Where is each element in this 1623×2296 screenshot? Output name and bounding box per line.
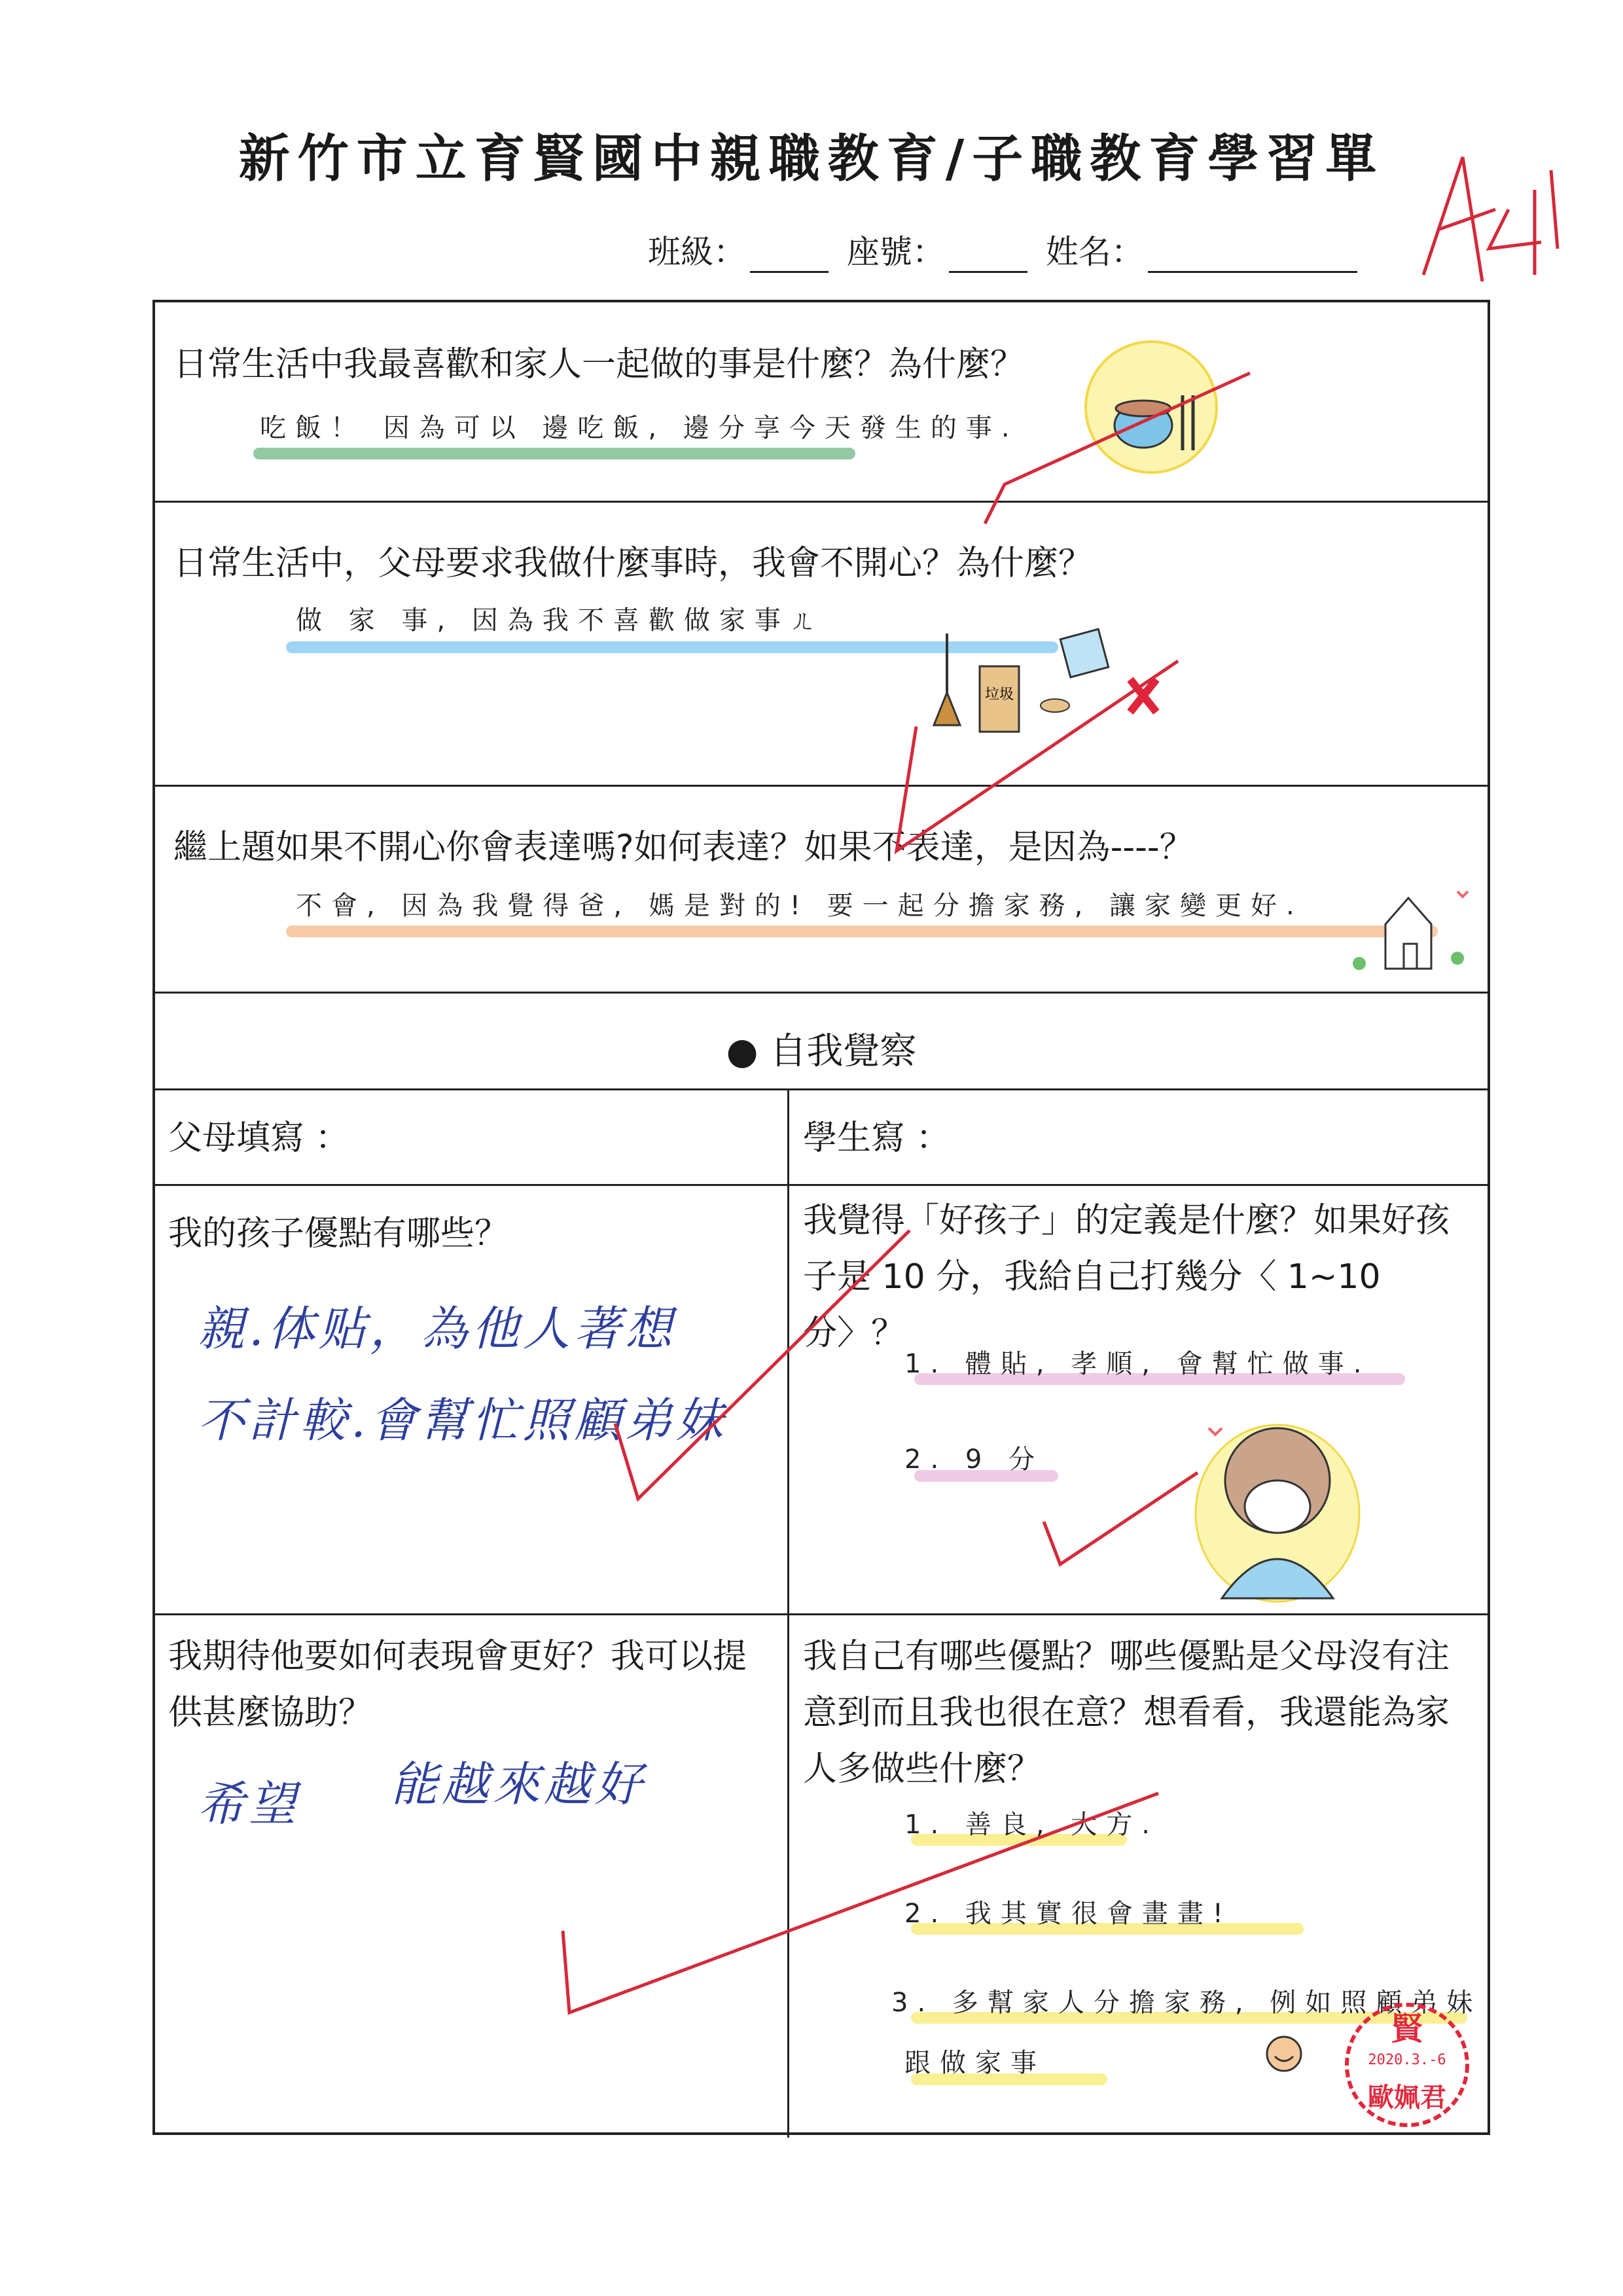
question-3: 繼上題如果不開心你會表達嗎?如何表達？如果不表達，是因為----？ <box>173 828 1194 867</box>
section-heading <box>155 1022 1488 1075</box>
parent-answer-2-word2: 能越來越好 <box>391 1757 647 1812</box>
section-title: 自我覺察 <box>770 1030 917 1073</box>
trash-label: 垃圾 <box>984 687 1014 703</box>
bullet-icon: ● <box>726 1030 758 1073</box>
parent-answer-1-line1: 親.体贴，為他人著想 <box>198 1301 676 1356</box>
parent-question-1: 我的孩子優點有哪些？ <box>168 1214 509 1253</box>
teacher-stamp <box>1335 2000 1479 2130</box>
question-row-2 <box>155 503 1488 787</box>
student-answer-2-line4: 跟做家事 <box>904 2048 1046 2078</box>
question-1: 日常生活中我最喜歡和家人一起做的事是什麼？為什麼？ <box>173 345 1025 384</box>
class-label: 班級： <box>648 233 746 271</box>
parent-answer-1-line2: 不計較.會幫忙照顧弟妹 <box>198 1393 727 1448</box>
student-answer-1-line2: 2. 9 分 <box>904 1444 1044 1475</box>
student-answer-2-line1: 1. 善良, 大方. <box>904 1810 1160 1840</box>
parent-answer-2-word1: 希望 <box>198 1776 300 1831</box>
student-header: 學生寫 ： <box>803 1119 950 1158</box>
question-row-3 <box>155 787 1488 994</box>
stamp-date: 2020.3.-6 <box>1368 2052 1446 2068</box>
green-highlight <box>253 448 855 459</box>
girl-drawing <box>1183 1402 1372 1605</box>
chores-drawing <box>927 627 1235 738</box>
seat-label: 座號： <box>846 233 945 271</box>
answer-2: 做 家 事, 因為我不喜歡做家事ㄦ <box>296 605 825 636</box>
grade-mark <box>1410 131 1574 301</box>
headers-row <box>155 1090 1488 1186</box>
question-2: 日常生活中，父母要求我做什麼事時，我會不開心？為什麼？ <box>173 544 1093 583</box>
stamp-top: 賢 <box>1391 2011 1423 2047</box>
rice-bowl-drawing <box>1078 335 1228 479</box>
parent-question-2: 我期待他要如何表現會更好？我可以提供甚麼協助？ <box>168 1637 747 1732</box>
page-title: 新竹市立育賢國中親職教育/子職教育學習單 <box>238 129 1385 188</box>
parent-header: 父母填寫 ： <box>168 1119 349 1158</box>
student-answer-2-line3: 3. 多幫家人分擔家務, 例如照顧弟妹 <box>891 1988 1482 2018</box>
question-row-1 <box>155 302 1488 503</box>
name-field[interactable] <box>1148 234 1357 273</box>
student-info <box>648 226 1365 273</box>
answer-3: 不會, 因為我覺得爸, 媽是對的! 要一起分擔家務, 讓家變更好. <box>296 891 1304 921</box>
class-field[interactable] <box>750 234 829 273</box>
reflection-row-1 <box>155 1186 1488 1615</box>
smiley-icon <box>1264 2034 1304 2073</box>
orange-highlight <box>286 925 1438 937</box>
seat-field[interactable] <box>949 234 1027 273</box>
student-question-1: 我覺得「好孩子」的定義是什麼？如果好孩子是 10 分，我給自己打幾分〈 1~10 分〉？ <box>803 1201 1450 1353</box>
student-question-2: 我自己有哪些優點？哪些優點是父母沒有注意到而且我也很在意？想看看，我還能為家人多做些什麼？ <box>803 1637 1450 1789</box>
student-answer-2-line2: 2. 我其實很會畫畫! <box>904 1899 1232 1929</box>
answer-1: 吃飯！ 因為可以 邊吃飯, 邊分享今天發生的事. <box>260 413 1019 443</box>
house-drawing <box>1346 885 1484 977</box>
column-divider <box>787 1186 789 1613</box>
column-divider <box>787 1090 789 1184</box>
worksheet-table <box>152 300 1490 2135</box>
student-answer-1-line1: 1. 體貼, 孝順, 會幫忙做事. <box>904 1349 1371 1379</box>
name-label: 姓名： <box>1045 233 1144 271</box>
reflection-row-2 <box>155 1615 1488 2138</box>
section-heading-row <box>155 994 1488 1090</box>
column-divider <box>787 1615 789 2138</box>
stamp-name: 歐姵君 <box>1368 2082 1446 2113</box>
